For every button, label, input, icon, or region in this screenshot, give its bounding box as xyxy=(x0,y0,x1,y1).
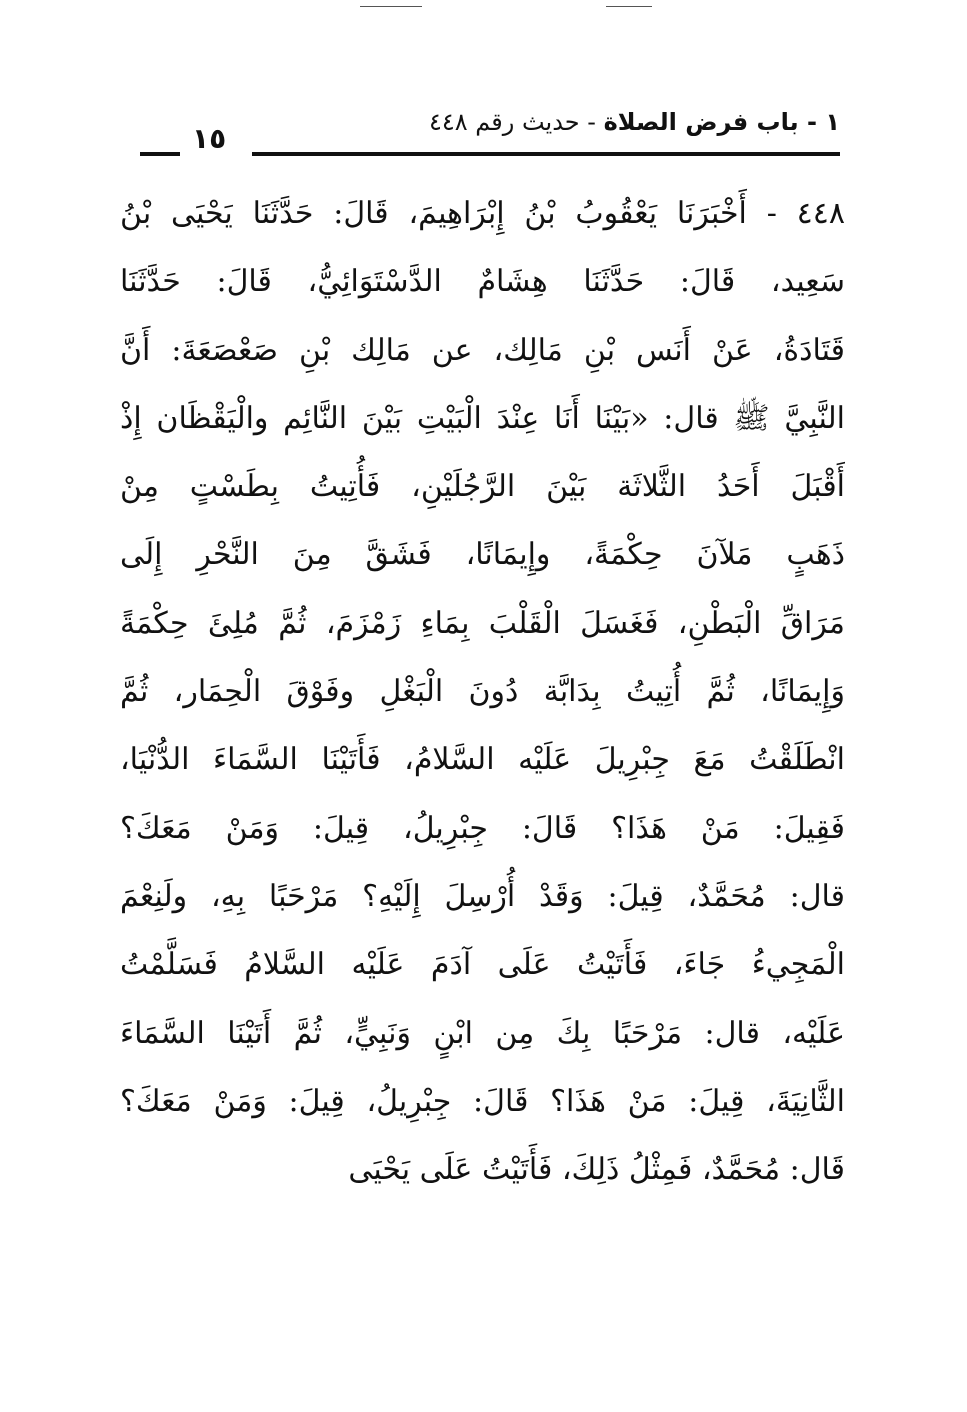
text-line: الثَّانِيَةَ، قِيلَ: مَنْ هَذَا؟ قَالَ: جِبْرِيلُ، قِيلَ: وَمَنْ مَعَكَ؟ xyxy=(120,1083,845,1119)
page-number: ١٥ xyxy=(192,122,227,155)
text-line: قال: مُحَمَّدٌ، قِيلَ: وَقَدْ أُرْسِلَ إِلَيْهِ؟ مَرْحَبًا بِهِ، ولَنِعْمَ xyxy=(120,878,845,914)
text-line: قَتَادَةُ، عَنْ أَنَس بْنِ مَالِك، عن مَالِك بْنِ صَعْصَعَةَ: أَنَّ xyxy=(120,332,845,368)
running-title xyxy=(429,108,840,136)
text-line: مَرَاقِّ الْبَطْنِ، فَغَسَلَ الْقَلْبَ بِمَاءِ زَمْزَمَ، ثُمَّ مُلِئَ حِكْمَةً xyxy=(120,605,845,641)
text-line: سَعِيد، قَالَ: حَدَّثَنَا هِشَامٌ الدَّسْتَوَائِيُّ، قَالَ: حَدَّثَنَا xyxy=(120,264,845,300)
page-header xyxy=(140,108,840,168)
header-rule-long xyxy=(252,152,840,156)
text-line: انْطَلَقْتُ مَعَ جِبْرِيلَ عَلَيْه السَّلامُ، فَأَتَيْنَا السَّمَاءَ الدُّنْيَا، xyxy=(120,742,845,778)
text-line: ٤٤٨ - أَخْبَرَنَا يَعْقُوبُ بْنُ إِبْرَاهِيمَ، قَالَ: حَدَّثَنَا يَحْيَى بْنُ xyxy=(120,196,845,231)
header-rule-short xyxy=(140,152,180,156)
title-separator: - xyxy=(587,108,596,136)
hadith-reference: حديث رقم ٤٤٨ xyxy=(429,108,580,136)
top-edge-rule xyxy=(606,6,652,7)
text-line: أَقْبَلَ أَحَدُ الثَّلاثَة بَيْنَ الرَّجُلَيْنِ، فَأُتِيتُ بِطَسْتٍ مِنْ xyxy=(120,469,845,505)
chapter-title: ١ - باب فرض الصلاة xyxy=(603,108,840,136)
text-line: عَلَيْه، قال: مَرْحَبًا بِكَ مِن ابْنٍ وَنَبِيٍّ، ثُمَّ أَتَيْنَا السَّمَاءَ xyxy=(120,1015,845,1051)
top-edge-rule xyxy=(360,6,422,7)
text-line: قَال: مُحَمَّدٌ، فَمِثْلُ ذَلِكَ، فَأَتَيْتُ عَلَى يَحْيَى xyxy=(348,1152,845,1188)
text-line: ذَهَبٍ مَلآنَ حِكْمَةً، وإِيمَانًا، فَشَقَّ مِنَ النَّحْرِ إِلَى xyxy=(120,537,845,573)
text-line: وَإِيمَانًا، ثُمَّ أُتِيتُ بِدَابَّة دُونَ الْبَغْلِ وفَوْقَ الْحِمَار، ثُمَّ xyxy=(120,674,845,710)
text-line: فَقِيلَ: مَنْ هَذَا؟ قَالَ: جِبْرِيلُ، قِيلَ: وَمَنْ مَعَكَ؟ xyxy=(120,810,845,846)
text-line: الْمَجِيءُ جَاءَ، فَأَتَيْتُ عَلَى آدَمَ عَلَيْه السَّلامُ فَسَلَّمْتُ xyxy=(120,947,845,983)
hadith-text xyxy=(120,180,845,1204)
text-line: النَّبِيَّ ﷺ قال: «بَيْنَا أَنَا عِنْدَ الْبَيْتِ بَيْنَ النَّائِم والْيَقْظَان إِذْ xyxy=(120,400,845,436)
